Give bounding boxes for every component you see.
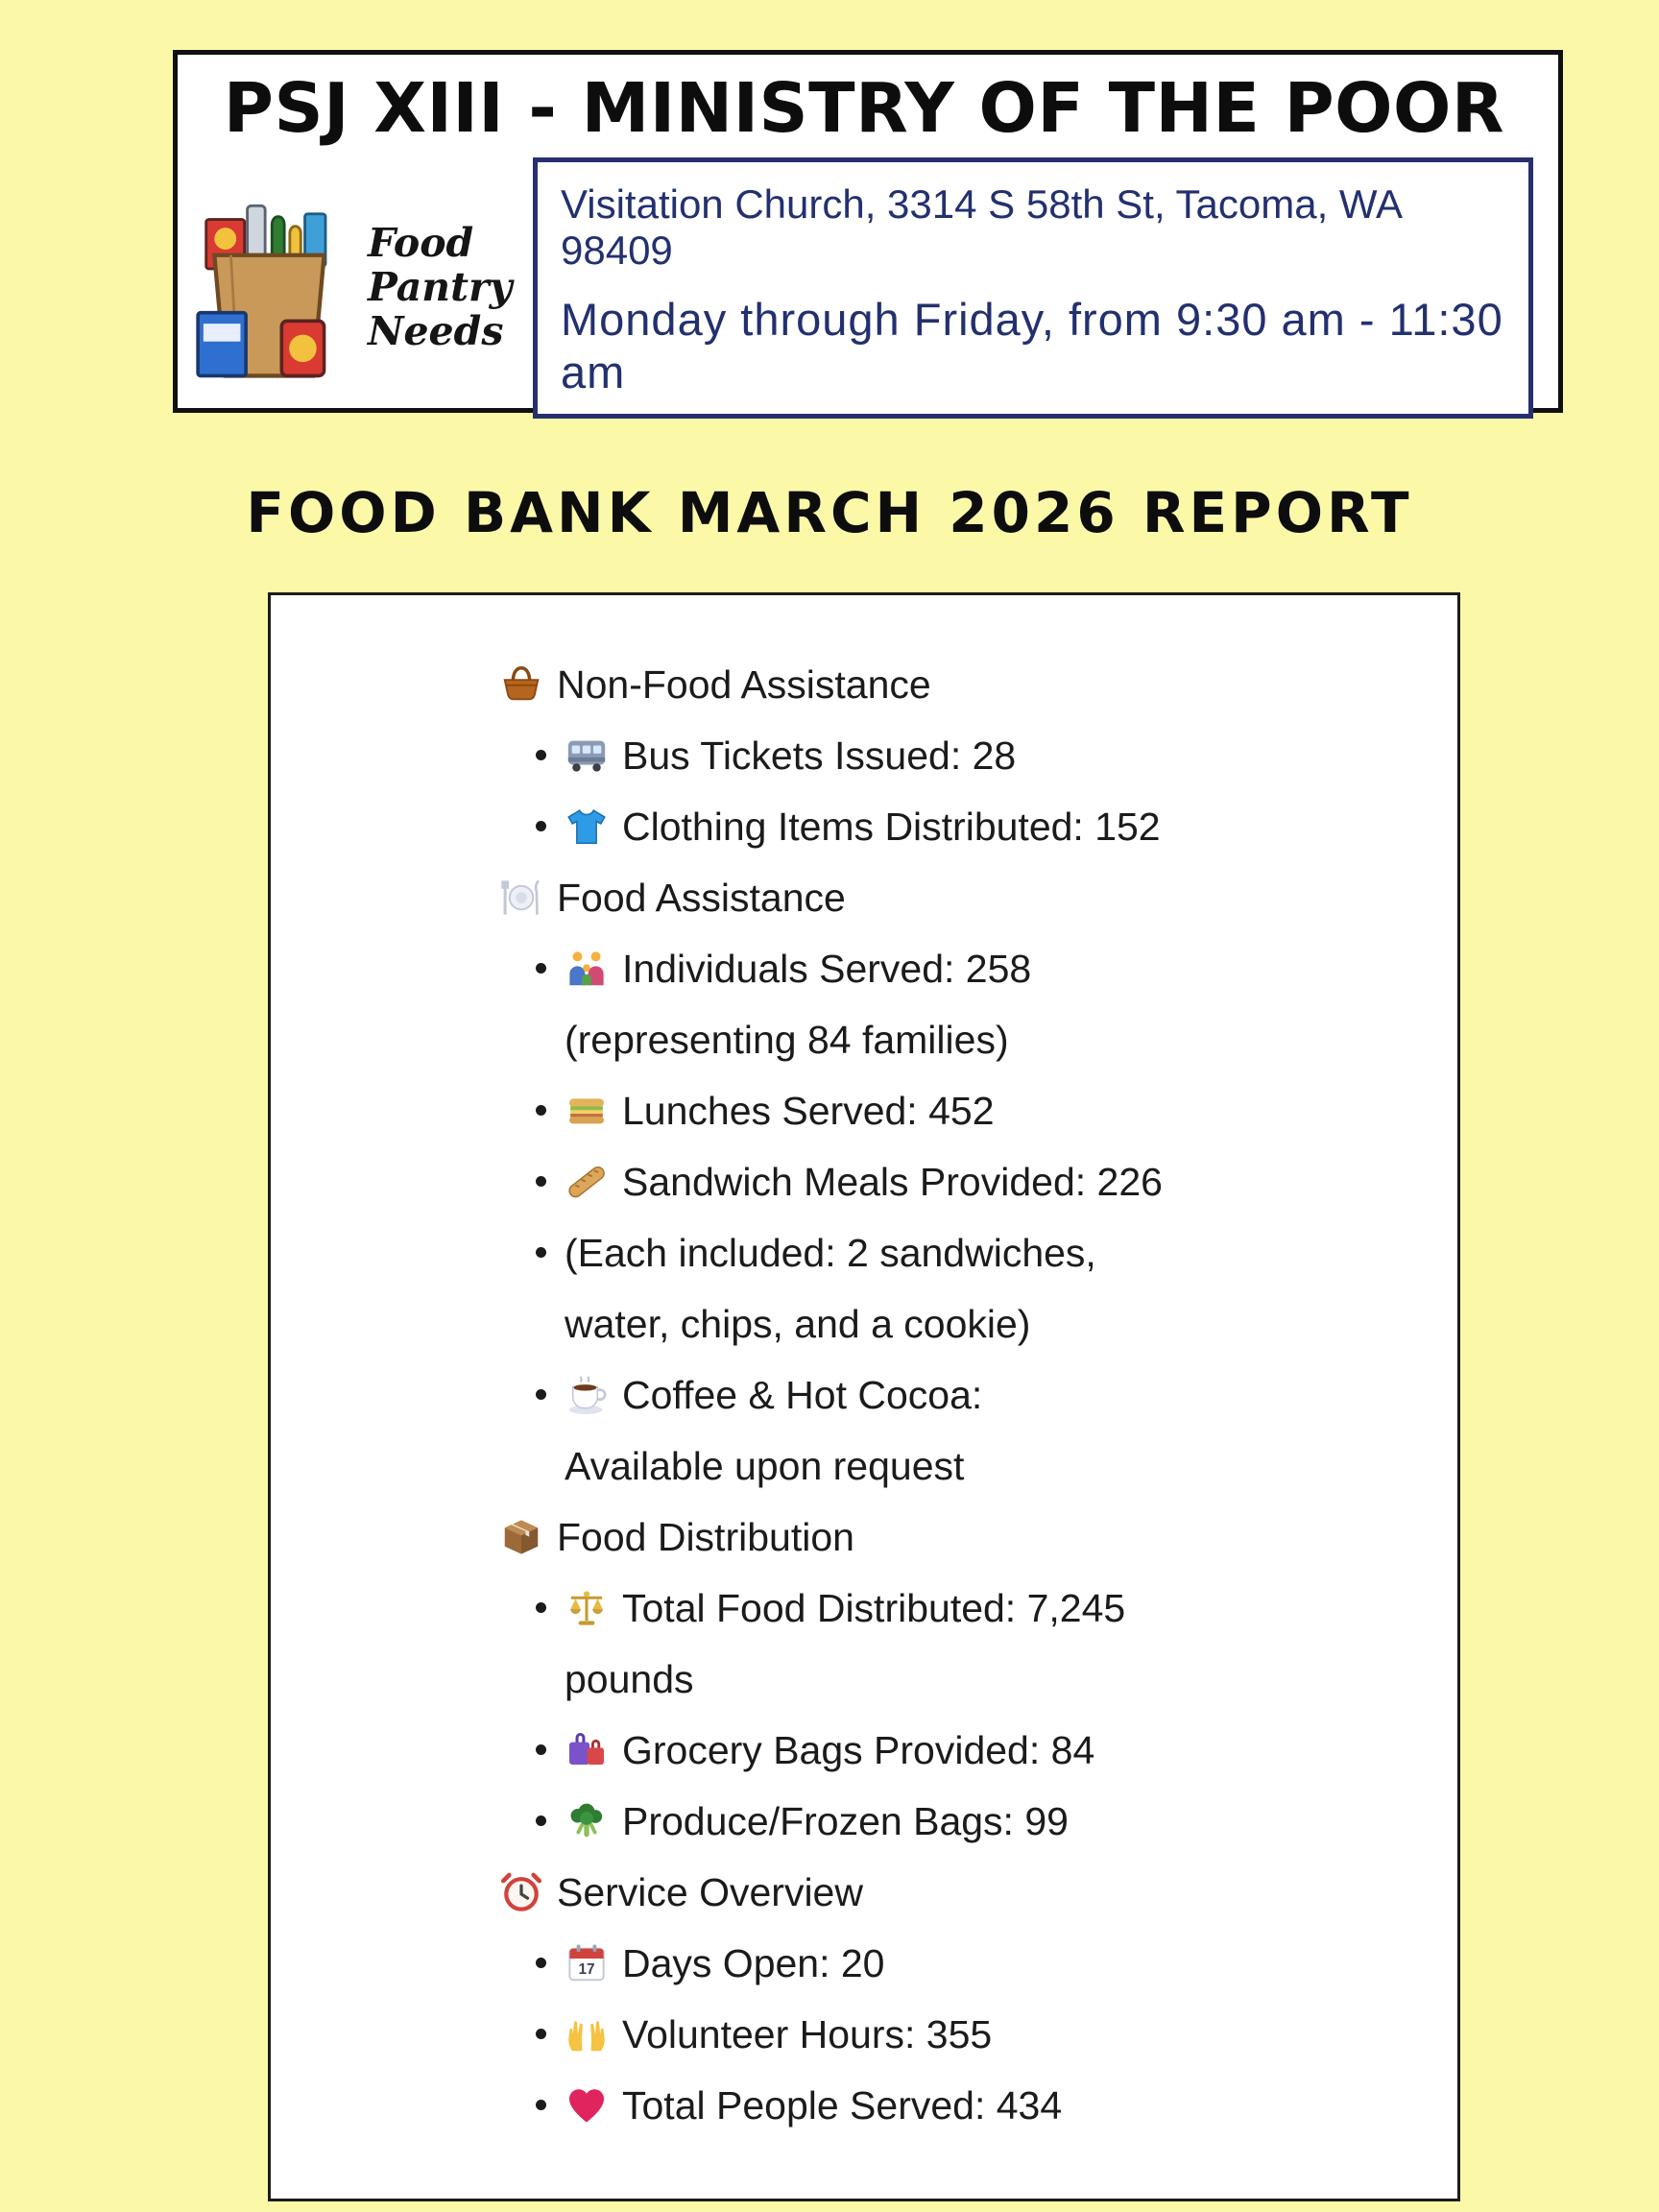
item-text: (representing 84 families) <box>565 1018 1009 1062</box>
shopping-bags-icon <box>565 1715 609 1786</box>
basket-icon <box>499 649 543 720</box>
tshirt-icon <box>565 791 609 862</box>
item-text: Lunches Served: 452 <box>622 1089 995 1133</box>
report-item <box>499 791 1419 862</box>
item-text: Produce/Frozen Bags: 99 <box>622 1799 1069 1843</box>
header-card <box>173 50 1563 413</box>
baguette-icon <box>565 1146 609 1217</box>
broccoli-icon <box>565 1786 609 1857</box>
item-line <box>565 933 1419 1004</box>
alarm-clock-icon <box>499 1857 543 1928</box>
item-line <box>565 791 1419 862</box>
section-title: Food Assistance <box>557 876 846 920</box>
item-line <box>565 1431 1419 1502</box>
fork-knife-plate-icon <box>499 862 543 933</box>
item-line <box>565 720 1419 791</box>
report-title: FOOD BANK MARCH 2026 REPORT <box>246 480 1413 545</box>
item-text: Days Open: 20 <box>622 1941 885 1985</box>
item-text: (Each included: 2 sandwiches, <box>565 1231 1096 1275</box>
coffee-icon <box>565 1359 609 1431</box>
item-text: Total Food Distributed: 7,245 <box>622 1586 1126 1630</box>
section-items <box>499 720 1419 862</box>
report-item <box>499 1146 1419 1217</box>
calendar-icon <box>565 1928 609 1999</box>
item-text: Grocery Bags Provided: 84 <box>622 1728 1095 1772</box>
item-line <box>565 1573 1419 1644</box>
section-title: Service Overview <box>557 1870 863 1914</box>
page-title: PSJ XIII - MINISTRY OF THE POOR <box>223 68 1505 148</box>
report-section <box>499 649 1419 862</box>
item-text: Volunteer Hours: 355 <box>622 2012 993 2056</box>
item-text: Available upon request <box>565 1444 965 1488</box>
item-text: Bus Tickets Issued: 28 <box>622 733 1017 778</box>
report-item <box>499 933 1419 1075</box>
section-items <box>499 933 1419 1502</box>
item-text: pounds <box>565 1657 694 1701</box>
scale-icon <box>565 1573 609 1644</box>
report-item <box>499 1999 1419 2070</box>
report-item <box>499 1359 1419 1502</box>
report-card <box>268 592 1460 2201</box>
item-text: water, chips, and a cookie) <box>565 1302 1031 1346</box>
family-icon <box>565 933 609 1004</box>
section-header <box>499 649 1419 720</box>
item-text: Clothing Items Distributed: 152 <box>622 805 1161 849</box>
section-title: Food Distribution <box>557 1515 854 1559</box>
item-text: Individuals Served: 258 <box>622 947 1032 991</box>
svg-text:17: 17 <box>578 1961 595 1979</box>
raised-hands-icon <box>565 1999 609 2070</box>
section-items <box>499 1928 1419 2141</box>
item-line <box>565 1999 1419 2070</box>
section-title: Non-Food Assistance <box>557 662 931 707</box>
header-row <box>195 157 1533 419</box>
report-section <box>499 862 1419 1502</box>
report-item <box>499 1715 1419 1786</box>
report-item <box>499 2070 1419 2141</box>
heart-icon <box>565 2070 609 2141</box>
item-line <box>565 1004 1419 1075</box>
item-line <box>565 1928 1419 1999</box>
item-line <box>565 2070 1419 2141</box>
report-item <box>499 1786 1419 1857</box>
item-text: Sandwich Meals Provided: 226 <box>622 1160 1163 1204</box>
address-line: Visitation Church, 3314 S 58th St, Tacoma, WA 98409 <box>561 181 1401 273</box>
item-line <box>565 1359 1419 1431</box>
report-item <box>499 720 1419 791</box>
section-header <box>499 862 1419 933</box>
item-text: Coffee & Hot Cocoa: <box>622 1373 983 1417</box>
grocery-bag-icon <box>195 192 360 384</box>
report-section <box>499 1857 1419 2141</box>
item-line <box>565 1146 1419 1217</box>
bus-icon <box>565 720 609 791</box>
section-items <box>499 1573 1419 1857</box>
hours-line: Monday through Friday, from 9:30 am - 11:30 am <box>561 294 1503 397</box>
logo-line-3: Needs <box>368 307 504 354</box>
item-line <box>565 1786 1419 1857</box>
item-line <box>565 1644 1419 1715</box>
food-pantry-logo <box>195 192 533 384</box>
package-icon <box>499 1502 543 1573</box>
section-header <box>499 1857 1419 1928</box>
location-info-box <box>533 157 1533 419</box>
item-line <box>565 1217 1419 1288</box>
item-text: Total People Served: 434 <box>622 2083 1063 2128</box>
sandwich-icon <box>565 1075 609 1146</box>
report-item <box>499 1217 1419 1359</box>
item-line <box>565 1288 1419 1359</box>
section-header <box>499 1502 1419 1573</box>
item-line <box>565 1715 1419 1786</box>
report-content <box>499 649 1419 2141</box>
logo-text <box>368 222 512 354</box>
logo-line-2: Pantry <box>368 264 513 311</box>
report-section <box>499 1502 1419 1857</box>
item-line <box>565 1075 1419 1146</box>
report-item <box>499 1928 1419 1999</box>
report-item <box>499 1573 1419 1715</box>
logo-line-1: Food <box>368 220 474 267</box>
report-item <box>499 1075 1419 1146</box>
